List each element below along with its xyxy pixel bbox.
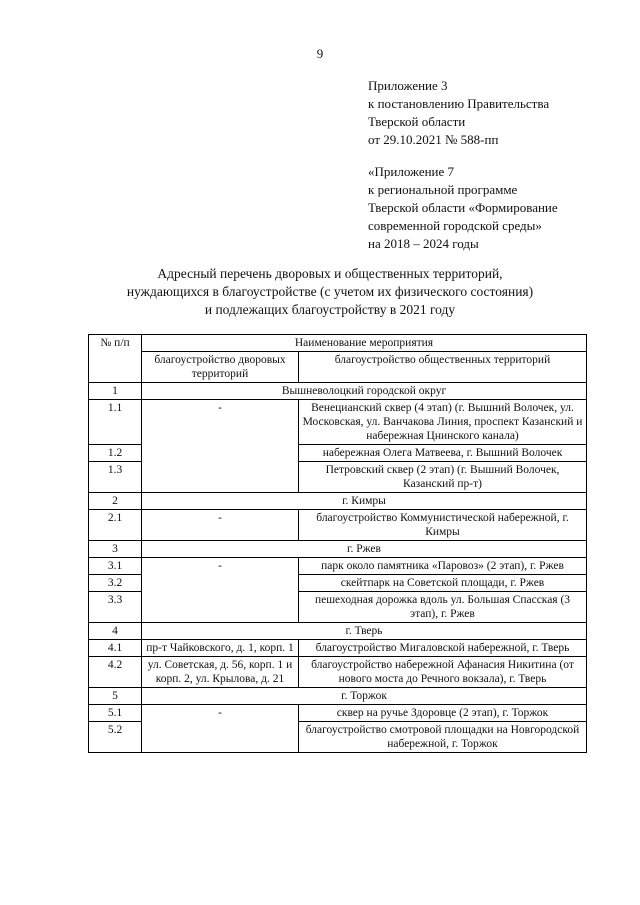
group-name: г. Ржев (142, 541, 587, 558)
header-public: благоустройство общественных территорий (299, 352, 587, 383)
appendix-7-line: современной городской среды» (368, 218, 542, 233)
group-row (89, 623, 587, 640)
territory-table (88, 334, 587, 753)
yard-cell: - (142, 510, 299, 541)
document-title (60, 265, 600, 319)
group-name: г. Тверь (142, 623, 587, 640)
row-num: 3.2 (89, 575, 142, 592)
table-row (89, 705, 587, 722)
row-num: 2 (89, 493, 142, 510)
table-row (89, 510, 587, 541)
yard-cell: - (142, 400, 299, 493)
title-line: Адресный перечень дворовых и общественных территорий, (157, 266, 503, 281)
public-cell: сквер на ручье Здоровце (2 этап), г. Торжок (299, 705, 587, 722)
row-num: 1.3 (89, 462, 142, 493)
row-num: 4.1 (89, 640, 142, 657)
row-num: 2.1 (89, 510, 142, 541)
appendix-7-block (368, 163, 558, 253)
appendix-3-line: к постановлению Правительства (368, 96, 550, 111)
public-cell: благоустройство смотровой площадки на Новгородской набережной, г. Торжок (299, 722, 587, 753)
appendix-3-line: от 29.10.2021 № 588-пп (368, 132, 499, 147)
yard-cell: - (142, 705, 299, 753)
table-row (89, 558, 587, 575)
row-num: 3.3 (89, 592, 142, 623)
public-cell: набережная Олега Матвеева, г. Вышний Волочек (299, 445, 587, 462)
table-subheader-row (89, 352, 587, 383)
appendix-7-line: Тверской области «Формирование (368, 200, 558, 215)
public-cell: скейтпарк на Советской площади, г. Ржев (299, 575, 587, 592)
page-number: 9 (316, 46, 324, 61)
header-num: № п/п (89, 335, 142, 383)
group-row (89, 688, 587, 705)
table-row (89, 657, 587, 688)
appendix-3-line: Приложение 3 (368, 78, 448, 93)
group-row (89, 541, 587, 558)
header-name: Наименование мероприятия (142, 335, 587, 352)
appendix-7-line: к региональной программе (368, 182, 518, 197)
table-row (89, 640, 587, 657)
appendix-3-line: Тверской области (368, 114, 466, 129)
group-row (89, 383, 587, 400)
row-num: 5 (89, 688, 142, 705)
public-cell: Венецианский сквер (4 этап) (г. Вышний Волочек, ул. Московская, ул. Ванчакова Линия, проспект Казанский и набережная Цнинского канала) (299, 400, 587, 445)
row-num: 1.2 (89, 445, 142, 462)
row-num: 3 (89, 541, 142, 558)
table-header-row (89, 335, 587, 352)
header-yard: благоустройство дворовых территорий (142, 352, 299, 383)
title-line: нуждающихся в благоустройстве (с учетом их физического состояния) (126, 284, 534, 299)
public-cell: парк около памятника «Паровоз» (2 этап), г. Ржев (299, 558, 587, 575)
row-num: 1.1 (89, 400, 142, 445)
appendix-7-line: «Приложение 7 (368, 164, 455, 179)
public-cell: благоустройство набережной Афанасия Никитина (от нового моста до Речного вокзала), г. Тверь (299, 657, 587, 688)
appendix-7-line: на 2018 – 2024 годы (368, 236, 479, 251)
table-row (89, 400, 587, 445)
row-num: 3.1 (89, 558, 142, 575)
group-name: Вышневолоцкий городской округ (142, 383, 587, 400)
appendix-3-block (368, 77, 549, 149)
row-num: 5.2 (89, 722, 142, 753)
row-num: 4.2 (89, 657, 142, 688)
row-num: 5.1 (89, 705, 142, 722)
public-cell: Петровский сквер (2 этап) (г. Вышний Волочек, Казанский пр-т) (299, 462, 587, 493)
yard-cell: - (142, 558, 299, 623)
group-name: г. Кимры (142, 493, 587, 510)
group-name: г. Торжок (142, 688, 587, 705)
row-num: 1 (89, 383, 142, 400)
public-cell: благоустройство Коммунистической набережной, г. Кимры (299, 510, 587, 541)
yard-cell: пр-т Чайковского, д. 1, корп. 1 (142, 640, 299, 657)
public-cell: пешеходная дорожка вдоль ул. Большая Спасская (3 этап), г. Ржев (299, 592, 587, 623)
title-line: и подлежащих благоустройству в 2021 году (204, 302, 456, 317)
row-num: 4 (89, 623, 142, 640)
group-row (89, 493, 587, 510)
yard-cell: ул. Советская, д. 56, корп. 1 и корп. 2, ул. Крылова, д. 21 (142, 657, 299, 688)
public-cell: благоустройство Мигаловской набережной, г. Тверь (299, 640, 587, 657)
